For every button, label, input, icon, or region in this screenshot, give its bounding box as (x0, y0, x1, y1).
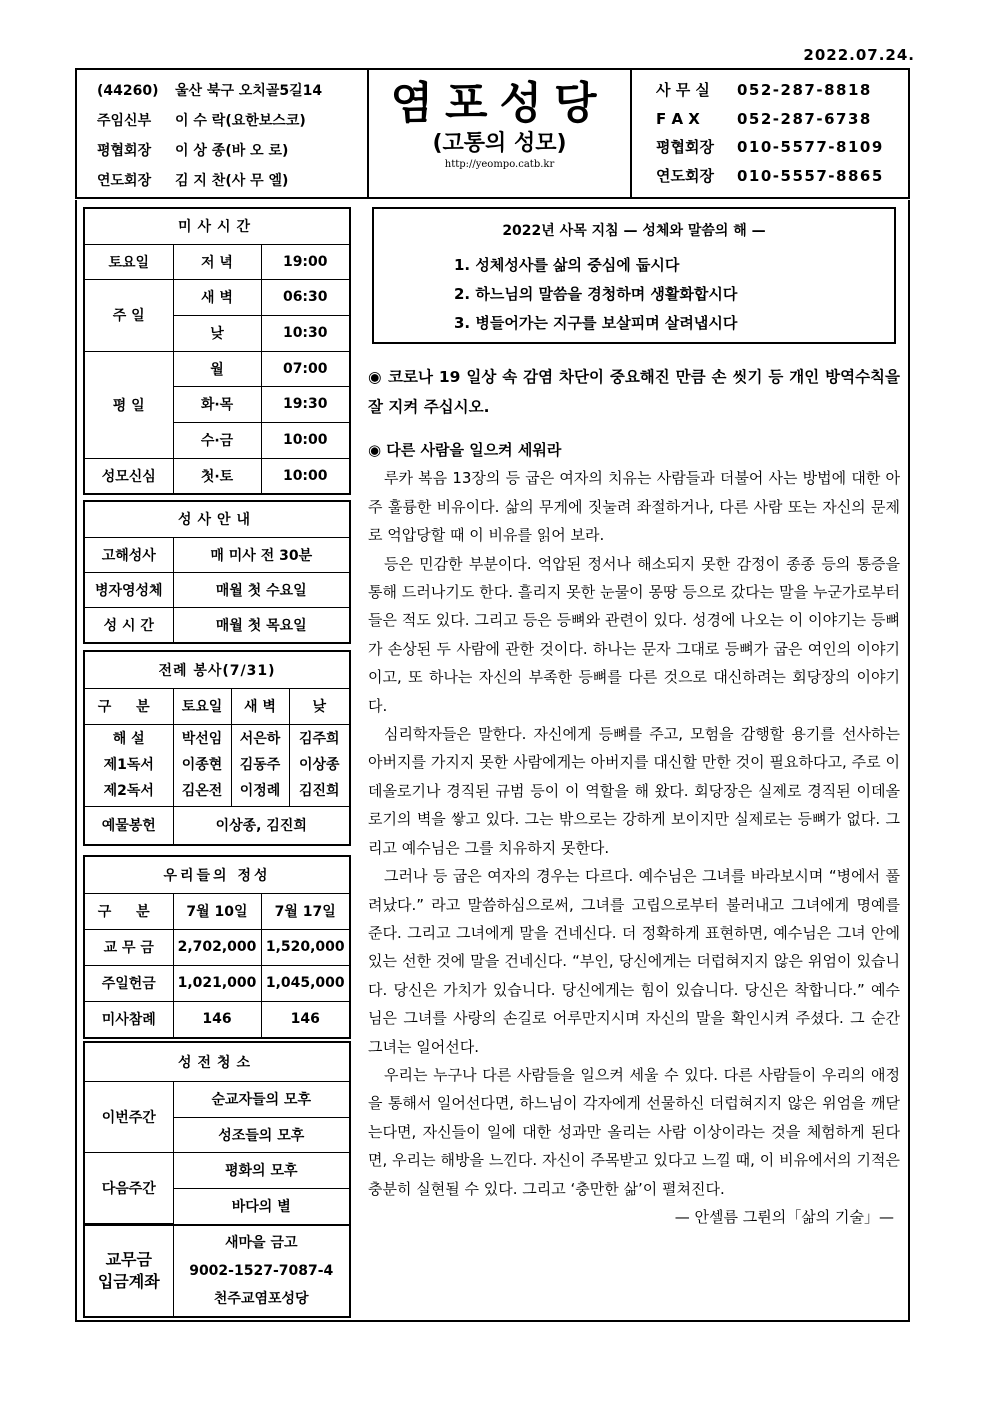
liturgy-header: 토요일 (173, 688, 231, 724)
policy-item: 3. 병들어가는 지구를 보살피며 살려냅시다 (454, 314, 738, 332)
info-row (77, 166, 357, 196)
liturgy-person: 김진희 (298, 783, 340, 799)
account-label (85, 1226, 173, 1316)
contact-key: F A X (656, 109, 700, 128)
article (368, 362, 900, 1231)
liturgy-day (289, 724, 349, 806)
mass-name: 첫·토 (173, 458, 261, 493)
parish-title-block (367, 70, 632, 197)
account-label-line2: 입금계좌 (97, 1272, 160, 1291)
liturgy-saturday (173, 724, 231, 806)
sacrament-value: 매 미사 전 30분 (173, 537, 349, 572)
article-paragraph: 루카 복음 13장의 등 굽은 여자의 치유는 사람들과 더불어 사는 방법에 대한 아주 훌륭한 비유이다. 삶의 무게에 짓눌려 좌절하거나, 다른 사람 또는 자신의 문제로 억압당할 때 이 비유를 읽어 보라. (368, 469, 900, 545)
article-heading: ◉ 다른 사람을 일으켜 세워라 (368, 441, 562, 459)
mass-time: 19:30 (261, 386, 349, 422)
account-number: 9002-1527-7087-4 (189, 1263, 334, 1279)
contact-number: 010-5557-8865 (737, 166, 884, 185)
covid-notice: ◉ 코로나 19 일상 속 감염 차단이 중요해진 만큼 손 씻기 등 개인 방역수칙을 잘 지켜 주십시오. (368, 368, 900, 416)
cleaning-week: 이번주간 (85, 1081, 173, 1152)
mass-time: 10:30 (261, 315, 349, 351)
offerings-header: 구 분 (85, 893, 173, 929)
mass-times-title: 미사시간 (85, 209, 349, 244)
mass-name: 저 녁 (173, 244, 261, 279)
contact-number: 052-287-8818 (737, 81, 872, 99)
cleaning-week: 다음주간 (85, 1152, 173, 1223)
mass-time: 10:00 (261, 422, 349, 458)
contact-key: 사 무 실 (656, 81, 710, 99)
offerings-amount: 1,520,000 (261, 929, 349, 965)
policy-item: 2. 하느님의 말씀을 경청하며 생활화합시다 (454, 285, 738, 303)
liturgy-person: 서은하 (239, 731, 281, 747)
offerings-key: 주일헌금 (85, 965, 173, 1001)
info-key: 주임신부 (97, 113, 152, 129)
pastoral-policy-box (372, 207, 896, 344)
account-label-line1: 교무금 (105, 1250, 152, 1269)
liturgy-header: 구 분 (85, 688, 173, 724)
mass-name: 수·금 (173, 422, 261, 458)
info-row (77, 136, 357, 166)
offerings-amount: 1,021,000 (173, 965, 261, 1001)
liturgy-header: 낮 (289, 688, 349, 724)
contact-row (642, 105, 912, 134)
policy-title: 2022년 사목 지침 — 성체와 말씀의 해 — (502, 223, 766, 239)
offerings-amount: 146 (261, 1001, 349, 1037)
offerings-amount: 2,702,000 (173, 929, 261, 965)
offerings-key: 교 무 금 (85, 929, 173, 965)
offerings-title: 우리들의 정성 (85, 857, 349, 893)
liturgy-person: 이정례 (239, 783, 281, 799)
liturgy-person: 이종현 (181, 757, 223, 773)
article-paragraph: 심리학자들은 말한다. 자신에게 등뼈를 주고, 모험을 감행할 용기를 선사하는 아버지를 가지지 못한 사람에게는 아버지를 대신할 만한 것이 필요하다고, 주로 이데올로기나 경직된 규범 등이 이 역할을 해 왔다. 회당장은 실제로 경직된 이데올로기의 벽을 쌓고 있다. 그는 밖으로는 강하게 보이지만 실제로는 등뼈가 없다. 그리고 예수님은 그를 치유하지 못한다. (368, 725, 900, 857)
liturgy-dawn (231, 724, 289, 806)
mass-day: 평 일 (85, 351, 173, 458)
contact-row (642, 133, 912, 162)
parish-title: 염포성당 (390, 78, 609, 129)
liturgy-person: 이상종 (298, 757, 340, 773)
contact-key: 연도회장 (656, 166, 714, 185)
offerings-amount: 146 (173, 1001, 261, 1037)
info-key: 평협회장 (97, 143, 152, 159)
mass-time: 19:00 (261, 244, 349, 279)
liturgy-person: 김동주 (239, 757, 281, 773)
parish-subtitle: (고통의 성모) (432, 131, 567, 156)
mass-time: 10:00 (261, 458, 349, 493)
liturgy-person: 박선임 (181, 731, 223, 747)
cleaning-group: 바다의 별 (173, 1188, 349, 1223)
offerings-header: 7월 17일 (261, 893, 349, 929)
account-details (173, 1226, 349, 1316)
contact-info (642, 70, 912, 197)
info-row (77, 76, 357, 106)
info-value: 김 지 찬(사 무 엘) (175, 173, 289, 189)
info-value: 이 상 종(바 오 로) (175, 143, 289, 159)
mass-name: 낮 (173, 315, 261, 351)
liturgy-role: 해 설 (112, 731, 145, 747)
info-key: (44260) (97, 83, 159, 99)
contact-row (642, 76, 912, 105)
info-value: 이 수 락(요한보스코) (175, 113, 306, 129)
info-key: 연도회장 (97, 173, 152, 189)
parish-url[interactable]: http://yeompo.catb.kr (444, 159, 555, 170)
offering-value: 이상종, 김진희 (173, 806, 349, 844)
offerings-amount: 1,045,000 (261, 965, 349, 1001)
liturgy-role: 제2독서 (103, 783, 154, 799)
cleaning-table (83, 1041, 351, 1226)
parish-info (77, 70, 357, 197)
sacrament-key: 병자영성체 (85, 572, 173, 607)
article-paragraph: 그러나 등 굽은 여자의 경우는 다르다. 예수님은 그녀를 바라보시며 “병에서 풀려났다.” 라고 말씀하심으로써, 그녀를 고립으로부터 불러내고 그녀에게 명예를 준다. 그리고 그녀에게 말을 건네신다. 더 정확하게 표현하면, 예수님은 그녀 안에 있는 선한 것에 말을 건네신다. “부인, 당신에게는 더럽혀지지 않은 위엄이 있습니다. 당신은 가치가 있습니다. 당신에게는 힘이 있습니다. 당신은 착합니다.” 예수님은 그녀를 사랑의 손길로 어루만지시며 자신의 말을 확인시켜 주셨다. 그 순간 그녀는 일어선다. (368, 867, 900, 1056)
mass-time: 06:30 (261, 279, 349, 315)
article-citation: — 안셀름 그륀의「삶의 기술」— (674, 1207, 894, 1226)
offerings-key: 미사참례 (85, 1001, 173, 1037)
cleaning-group: 순교자들의 모후 (173, 1081, 349, 1117)
account-holder: 천주교염포성당 (213, 1291, 309, 1307)
mass-name: 새 벽 (173, 279, 261, 315)
offering-key: 예물봉헌 (85, 806, 173, 844)
sacrament-key: 고해성사 (85, 537, 173, 572)
article-paragraph: 우리는 누구나 다른 사람들을 일으켜 세울 수 있다. 다른 사람들이 우리의 애정을 통해서 일어선다면, 하느님이 각자에게 선물하신 더럽혀지지 않은 위엄을 깨닫는다면, 자신들이 일에 대한 성과만 올리는 사람 이상이라는 것을 체험하게 된다면, 우리는 해방을 느낀다. 자신이 주목받고 있다고 느낄 때, 이 비유에서의 기적은 충분히 실현될 수 있다. 그리고 ‘충만한 삶’이 펼쳐진다. (368, 1065, 900, 1198)
mass-name: 월 (173, 351, 261, 386)
contact-row (642, 162, 912, 191)
liturgy-role: 제1독서 (103, 757, 154, 773)
mass-times-table (83, 207, 351, 495)
mass-name: 화·목 (173, 386, 261, 422)
contact-number: 010-5577-8109 (737, 138, 884, 156)
mass-day: 주 일 (85, 279, 173, 351)
account-bank: 새마을 금고 (225, 1235, 298, 1251)
issue-date: 2022.07.24. (803, 46, 915, 64)
mass-time: 07:00 (261, 351, 349, 386)
cleaning-group: 성조들의 모후 (173, 1117, 349, 1152)
sacrament-value: 매월 첫 수요일 (173, 572, 349, 607)
offerings-table (83, 855, 351, 1039)
article-paragraph: 등은 민감한 부분이다. 억압된 정서나 해소되지 못한 감정이 종종 등의 통증을 통해 드러나기도 한다. 흘리지 못한 눈물이 몽땅 등으로 갔다는 말을 누군가로부터 들은 적도 있다. 그리고 등은 등뼈와 관련이 있다. 성경에 나오는 이 이야기는 등뼈가 손상된 두 사람에 관한 것이다. 하나는 문자 그대로 등뼈가 굽은 여인의 이야기이고, 또 하나는 자신의 부족한 등뼈를 다른 것으로 대신하려는 회당장의 이야기다. (368, 554, 900, 715)
liturgy-roles (85, 724, 173, 806)
info-value: 울산 북구 오치골5길14 (175, 83, 323, 99)
cleaning-title: 성전청소 (85, 1043, 349, 1081)
sacrament-title: 성사안내 (85, 502, 349, 537)
liturgy-header: 새 벽 (231, 688, 289, 724)
mass-day: 성모신심 (85, 458, 173, 493)
account-table (83, 1224, 351, 1318)
offerings-header: 7월 10일 (173, 893, 261, 929)
info-row (77, 106, 357, 136)
sacrament-value: 매월 첫 목요일 (173, 607, 349, 642)
liturgy-person: 김온전 (181, 783, 223, 799)
bulletin-header (75, 68, 910, 199)
sacrament-key: 성 시 간 (85, 607, 173, 642)
policy-item: 1. 성체성사를 삶의 중심에 둡시다 (454, 256, 680, 274)
sacrament-table (83, 500, 351, 644)
cleaning-group: 평화의 모후 (173, 1152, 349, 1188)
contact-key: 평협회장 (656, 138, 714, 156)
contact-number: 052-287-6738 (737, 109, 872, 128)
liturgy-service-table (83, 650, 351, 846)
liturgy-person: 김주희 (298, 731, 340, 747)
liturgy-title: 전례 봉사(7/31) (85, 652, 349, 688)
mass-day: 토요일 (85, 244, 173, 279)
